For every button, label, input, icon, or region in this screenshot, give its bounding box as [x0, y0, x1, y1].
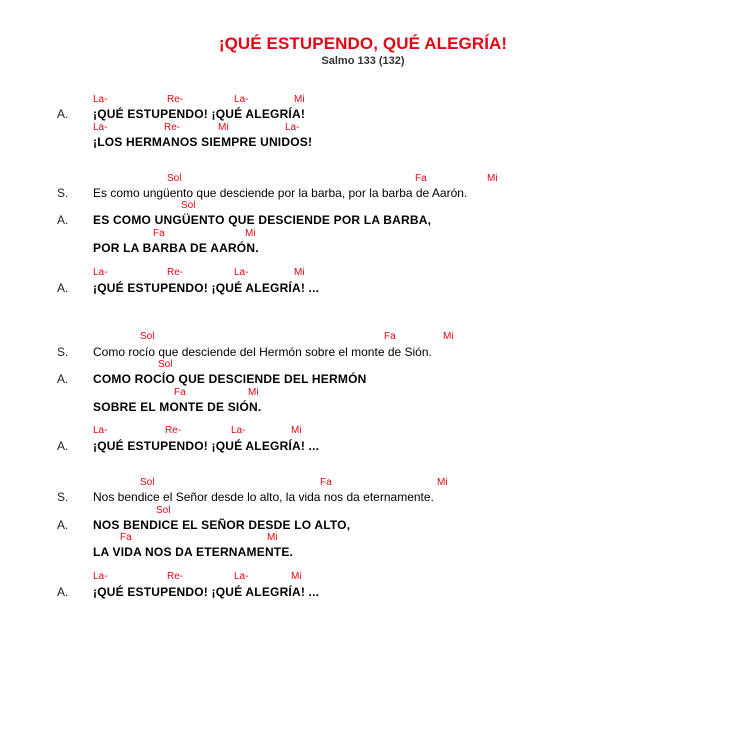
song-subtitle: Salmo 133 (132)	[321, 55, 405, 67]
line-text: LA VIDA NOS DA ETERNAMENTE.	[93, 545, 294, 559]
line-text: NOS BENDICE EL SEÑOR DESDE LO ALTO,	[93, 518, 351, 532]
line-text: Nos bendice el Señor desde lo alto, la vida nos da eternamente.	[93, 490, 434, 504]
chord: La-	[93, 122, 108, 133]
chord: Mi	[443, 331, 454, 342]
line-text: POR LA BARBA DE AARÓN.	[93, 241, 259, 255]
line-marker: A.	[57, 372, 69, 386]
chord: Mi	[294, 94, 305, 105]
chord: Sol	[158, 359, 173, 370]
line-text: ¡QUÉ ESTUPENDO! ¡QUÉ ALEGRÍA!	[93, 107, 306, 121]
line-text: Como rocío que desciende del Hermón sobre el monte de Sión.	[93, 345, 432, 359]
chord: Fa	[153, 228, 165, 239]
chord: La-	[234, 94, 249, 105]
chord: Sol	[167, 173, 182, 184]
chord: Re-	[167, 267, 184, 278]
line-text: ES COMO UNGÜENTO QUE DESCIENDE POR LA BARBA,	[93, 213, 432, 227]
chord: Fa	[415, 173, 427, 184]
chord: Re-	[167, 94, 184, 105]
line-text: ¡LOS HERMANOS SIEMPRE UNIDOS!	[93, 135, 313, 149]
line-text: Es como ungüento que desciende por la barba, por la barba de Aarón.	[93, 186, 468, 200]
chord: La-	[231, 425, 246, 436]
line-text: ¡QUÉ ESTUPENDO! ¡QUÉ ALEGRÍA! ...	[93, 439, 320, 453]
line-marker: A.	[57, 585, 69, 599]
chord: Mi	[218, 122, 229, 133]
chord: Fa	[174, 387, 186, 398]
chord: Mi	[245, 228, 256, 239]
line-marker: A.	[57, 281, 69, 295]
chord: La-	[234, 571, 249, 582]
chord: Sol	[140, 331, 155, 342]
chord: La-	[93, 425, 108, 436]
chord: La-	[93, 94, 108, 105]
chord: Mi	[487, 173, 498, 184]
chord: La-	[285, 122, 300, 133]
chord: Re-	[164, 122, 181, 133]
line-marker: A.	[57, 518, 69, 532]
line-marker: A.	[57, 439, 69, 453]
line-text: ¡QUÉ ESTUPENDO! ¡QUÉ ALEGRÍA! ...	[93, 585, 320, 599]
line-marker: A.	[57, 213, 69, 227]
chord: Fa	[120, 532, 132, 543]
chord: Mi	[437, 477, 448, 488]
chord: Re-	[165, 425, 182, 436]
chord: La-	[93, 267, 108, 278]
line-marker: S.	[57, 490, 69, 504]
chord: Sol	[140, 477, 155, 488]
line-marker: S.	[57, 186, 69, 200]
chord: Mi	[248, 387, 259, 398]
chord: Mi	[267, 532, 278, 543]
chord: La-	[93, 571, 108, 582]
line-text: ¡QUÉ ESTUPENDO! ¡QUÉ ALEGRÍA! ...	[93, 281, 320, 295]
line-marker: S.	[57, 345, 69, 359]
chord: Sol	[181, 200, 196, 211]
chord: Fa	[320, 477, 332, 488]
line-text: COMO ROCÍO QUE DESCIENDE DEL HERMÓN	[93, 372, 367, 386]
chord: Re-	[167, 571, 184, 582]
line-text: SOBRE EL MONTE DE SIÓN.	[93, 400, 262, 414]
chord: La-	[234, 267, 249, 278]
chord: Mi	[291, 425, 302, 436]
line-marker: A.	[57, 107, 69, 121]
chord: Sol	[156, 505, 171, 516]
chord: Mi	[291, 571, 302, 582]
chord: Mi	[294, 267, 305, 278]
chord: Fa	[384, 331, 396, 342]
song-title: ¡QUÉ ESTUPENDO, QUÉ ALEGRÍA!	[218, 34, 508, 53]
